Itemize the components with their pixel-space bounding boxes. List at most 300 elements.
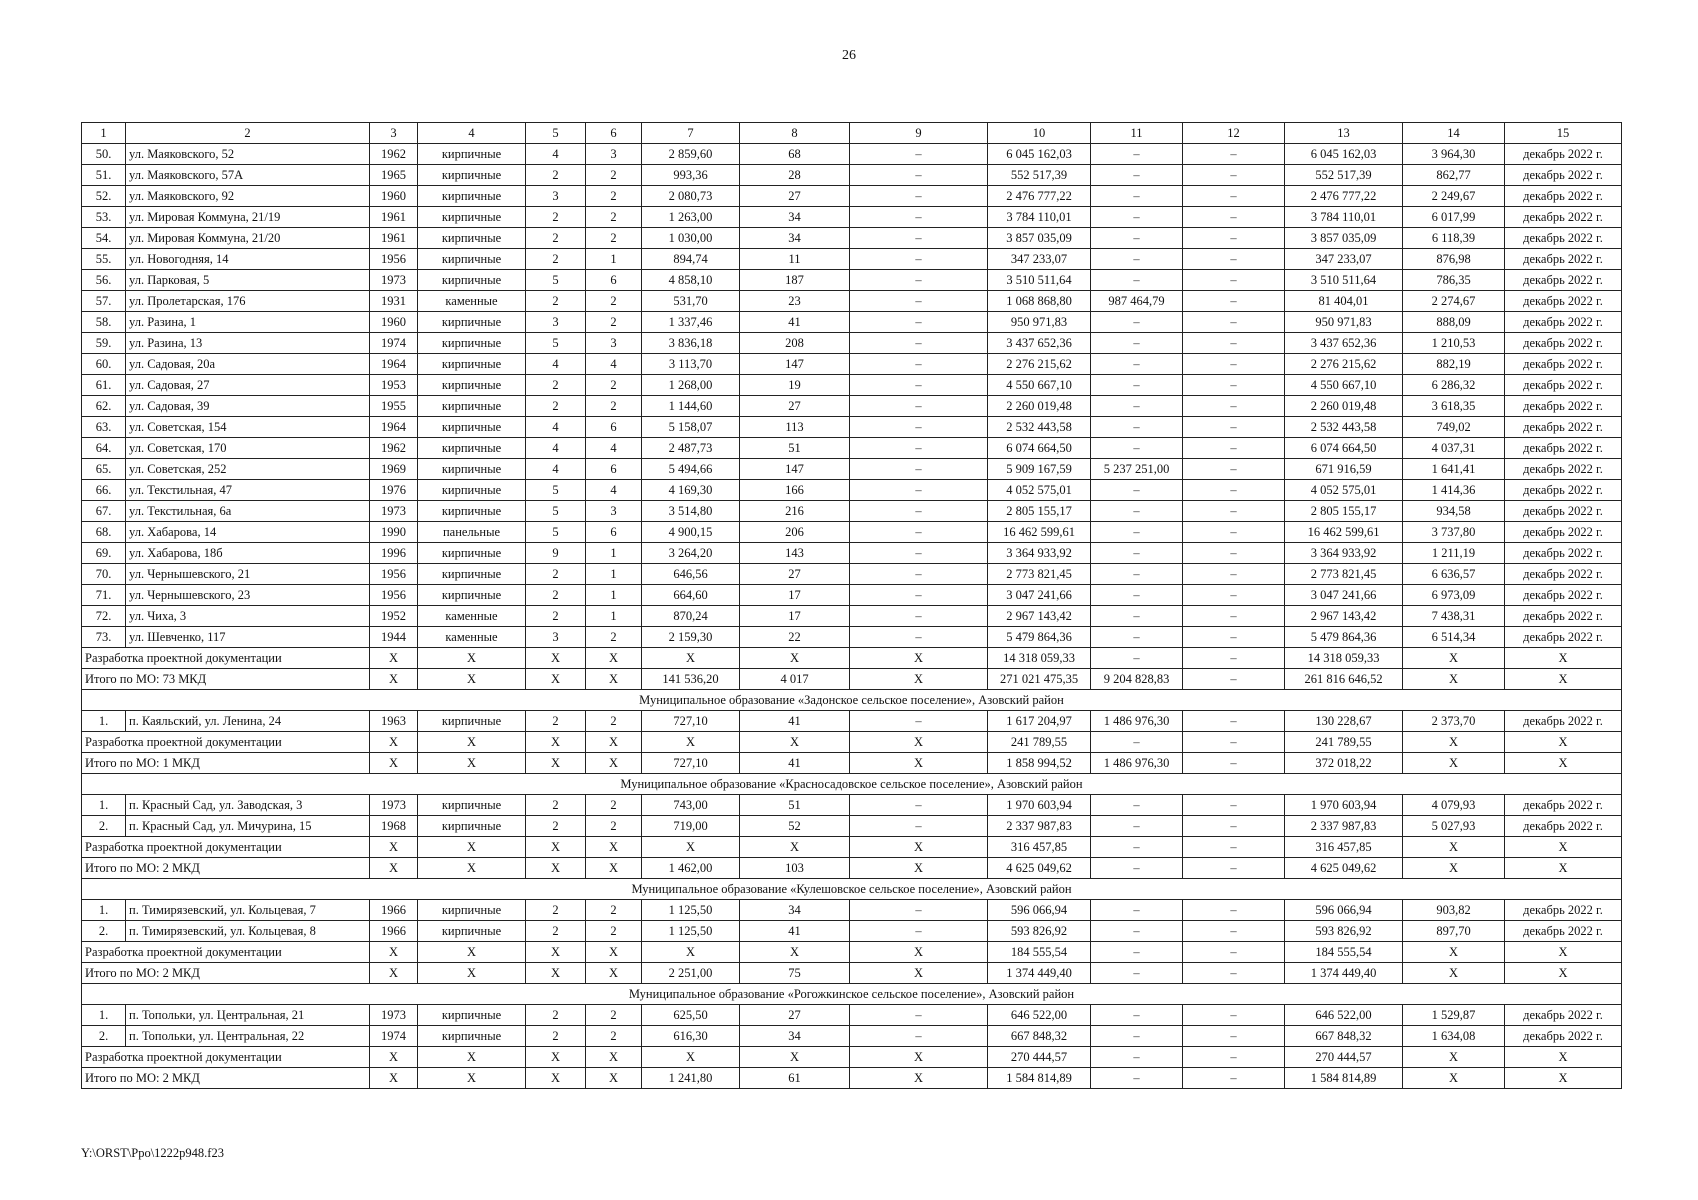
- table-row: [82, 270, 1622, 291]
- table-cell: –: [850, 501, 988, 522]
- table-cell: 2: [586, 795, 642, 816]
- summary-row: [82, 648, 1622, 669]
- table-cell: 1 068 868,80: [988, 291, 1091, 312]
- summary-cell: 270 444,57: [1285, 1047, 1403, 1068]
- municipality-title: Муниципальное образование «Кулешовское сельское поселение», Азовский район: [82, 879, 1622, 900]
- summary-label: Разработка проектной документации: [82, 837, 370, 858]
- row-index: 1.: [82, 711, 126, 732]
- table-cell: 6: [586, 459, 642, 480]
- row-index: 55.: [82, 249, 126, 270]
- table-row: [82, 606, 1622, 627]
- table-cell: 1956: [370, 564, 418, 585]
- table-cell: –: [850, 480, 988, 501]
- table-cell: 3 737,80: [1403, 522, 1505, 543]
- summary-cell: X: [1505, 753, 1622, 774]
- table-cell: 147: [740, 459, 850, 480]
- table-cell: 1: [586, 606, 642, 627]
- summary-row: [82, 1047, 1622, 1068]
- table-cell: –: [850, 207, 988, 228]
- table-cell: –: [1183, 165, 1285, 186]
- table-cell: 4: [586, 438, 642, 459]
- summary-cell: –: [1183, 1068, 1285, 1089]
- table-cell: 2 476 777,22: [1285, 186, 1403, 207]
- table-cell: 2: [586, 1026, 642, 1047]
- summary-cell: X: [740, 1047, 850, 1068]
- table-cell: 2: [586, 375, 642, 396]
- summary-row: [82, 858, 1622, 879]
- table-cell: –: [850, 312, 988, 333]
- table-cell: 6 636,57: [1403, 564, 1505, 585]
- table-cell: 5: [526, 522, 586, 543]
- table-cell: 6 118,39: [1403, 228, 1505, 249]
- table-cell: кирпичные: [418, 144, 526, 165]
- summary-cell: X: [586, 669, 642, 690]
- summary-cell: 4 625 049,62: [988, 858, 1091, 879]
- address-cell: ул. Шевченко, 117: [126, 627, 370, 648]
- table-cell: 3 510 511,64: [988, 270, 1091, 291]
- table-cell: 2: [526, 921, 586, 942]
- table-cell: 1973: [370, 1005, 418, 1026]
- table-cell: 16 462 599,61: [1285, 522, 1403, 543]
- table-cell: декабрь 2022 г.: [1505, 249, 1622, 270]
- table-row: [82, 711, 1622, 732]
- summary-cell: 103: [740, 858, 850, 879]
- table-cell: 1953: [370, 375, 418, 396]
- row-index: 1.: [82, 795, 126, 816]
- table-cell: декабрь 2022 г.: [1505, 501, 1622, 522]
- summary-cell: 9 204 828,83: [1091, 669, 1183, 690]
- summary-cell: X: [526, 837, 586, 858]
- table-cell: каменные: [418, 627, 526, 648]
- summary-cell: X: [1403, 837, 1505, 858]
- table-cell: 870,24: [642, 606, 740, 627]
- table-cell: 2 773 821,45: [1285, 564, 1403, 585]
- summary-cell: X: [418, 942, 526, 963]
- table-cell: декабрь 2022 г.: [1505, 417, 1622, 438]
- table-cell: 3: [526, 186, 586, 207]
- table-cell: –: [1183, 1005, 1285, 1026]
- summary-cell: 316 457,85: [1285, 837, 1403, 858]
- row-index: 72.: [82, 606, 126, 627]
- table-cell: –: [1183, 249, 1285, 270]
- table-row: [82, 900, 1622, 921]
- column-number: 6: [586, 123, 642, 144]
- row-index: 2.: [82, 921, 126, 942]
- summary-cell: X: [1505, 858, 1622, 879]
- table-cell: кирпичные: [418, 438, 526, 459]
- summary-cell: X: [418, 1068, 526, 1089]
- table-cell: 1952: [370, 606, 418, 627]
- table-cell: 52: [740, 816, 850, 837]
- table-cell: 2: [526, 816, 586, 837]
- table-cell: 2: [526, 375, 586, 396]
- table-cell: 950 971,83: [988, 312, 1091, 333]
- column-number: 14: [1403, 123, 1505, 144]
- summary-cell: X: [850, 963, 988, 984]
- table-cell: 7 438,31: [1403, 606, 1505, 627]
- table-cell: –: [1091, 1005, 1183, 1026]
- summary-label: Итого по МО: 1 МКД: [82, 753, 370, 774]
- row-index: 50.: [82, 144, 126, 165]
- table-cell: 646 522,00: [1285, 1005, 1403, 1026]
- summary-cell: –: [1183, 669, 1285, 690]
- table-cell: –: [1091, 165, 1183, 186]
- table-cell: 2 337 987,83: [988, 816, 1091, 837]
- table-cell: 3: [526, 627, 586, 648]
- summary-cell: 1 858 994,52: [988, 753, 1091, 774]
- table-cell: –: [1091, 186, 1183, 207]
- table-cell: 4 858,10: [642, 270, 740, 291]
- table-cell: 6 514,34: [1403, 627, 1505, 648]
- table-cell: кирпичные: [418, 816, 526, 837]
- summary-cell: X: [418, 669, 526, 690]
- table-cell: –: [1091, 375, 1183, 396]
- table-cell: декабрь 2022 г.: [1505, 1005, 1622, 1026]
- table-cell: 16 462 599,61: [988, 522, 1091, 543]
- table-cell: кирпичные: [418, 564, 526, 585]
- table-cell: –: [1091, 417, 1183, 438]
- table-cell: 876,98: [1403, 249, 1505, 270]
- summary-cell: X: [370, 648, 418, 669]
- table-cell: 3 364 933,92: [988, 543, 1091, 564]
- municipality-header-row: [82, 690, 1622, 711]
- row-index: 56.: [82, 270, 126, 291]
- summary-cell: X: [1403, 732, 1505, 753]
- table-row: [82, 228, 1622, 249]
- table-cell: –: [1183, 417, 1285, 438]
- table-cell: 5 479 864,36: [1285, 627, 1403, 648]
- row-index: 63.: [82, 417, 126, 438]
- address-cell: ул. Мировая Коммуна, 21/19: [126, 207, 370, 228]
- summary-cell: X: [850, 669, 988, 690]
- table-cell: 2: [586, 1005, 642, 1026]
- table-cell: 2 487,73: [642, 438, 740, 459]
- municipality-header-row: [82, 879, 1622, 900]
- table-cell: 531,70: [642, 291, 740, 312]
- column-number: 8: [740, 123, 850, 144]
- table-cell: 28: [740, 165, 850, 186]
- table-cell: 41: [740, 921, 850, 942]
- table-cell: –: [850, 900, 988, 921]
- table-cell: 6 074 664,50: [988, 438, 1091, 459]
- table-cell: кирпичные: [418, 543, 526, 564]
- table-cell: 6 286,32: [1403, 375, 1505, 396]
- table-cell: декабрь 2022 г.: [1505, 438, 1622, 459]
- table-cell: 3 618,35: [1403, 396, 1505, 417]
- table-cell: 11: [740, 249, 850, 270]
- address-cell: ул. Советская, 154: [126, 417, 370, 438]
- table-cell: –: [850, 291, 988, 312]
- summary-cell: X: [1505, 1047, 1622, 1068]
- address-cell: ул. Хабарова, 14: [126, 522, 370, 543]
- table-cell: кирпичные: [418, 312, 526, 333]
- table-cell: декабрь 2022 г.: [1505, 1026, 1622, 1047]
- column-number-row: [82, 123, 1622, 144]
- table-cell: 987 464,79: [1091, 291, 1183, 312]
- summary-cell: X: [586, 837, 642, 858]
- table-cell: кирпичные: [418, 921, 526, 942]
- summary-cell: –: [1091, 732, 1183, 753]
- table-cell: 5: [526, 480, 586, 501]
- summary-cell: X: [586, 1068, 642, 1089]
- table-cell: 2: [526, 165, 586, 186]
- table-cell: –: [850, 795, 988, 816]
- table-cell: кирпичные: [418, 354, 526, 375]
- table-cell: 5 494,66: [642, 459, 740, 480]
- summary-cell: 241 789,55: [988, 732, 1091, 753]
- table-cell: декабрь 2022 г.: [1505, 543, 1622, 564]
- table-cell: –: [1091, 396, 1183, 417]
- address-cell: п. Топольки, ул. Центральная, 21: [126, 1005, 370, 1026]
- table-row: [82, 312, 1622, 333]
- summary-cell: X: [370, 858, 418, 879]
- summary-cell: 1 374 449,40: [1285, 963, 1403, 984]
- summary-cell: –: [1091, 837, 1183, 858]
- table-cell: 347 233,07: [988, 249, 1091, 270]
- table-cell: –: [1183, 270, 1285, 291]
- table-row: [82, 816, 1622, 837]
- table-row: [82, 291, 1622, 312]
- table-cell: –: [850, 816, 988, 837]
- table-cell: 2 773 821,45: [988, 564, 1091, 585]
- table-cell: декабрь 2022 г.: [1505, 606, 1622, 627]
- table-cell: 786,35: [1403, 270, 1505, 291]
- table-cell: 1973: [370, 501, 418, 522]
- table-cell: 6: [586, 522, 642, 543]
- summary-label: Итого по МО: 2 МКД: [82, 963, 370, 984]
- table-cell: 1 529,87: [1403, 1005, 1505, 1026]
- table-cell: –: [1091, 438, 1183, 459]
- table-cell: –: [1183, 816, 1285, 837]
- table-cell: 34: [740, 1026, 850, 1047]
- table-cell: 882,19: [1403, 354, 1505, 375]
- table-cell: –: [1091, 606, 1183, 627]
- table-cell: 143: [740, 543, 850, 564]
- table-cell: –: [1183, 711, 1285, 732]
- table-cell: 2: [586, 711, 642, 732]
- table-cell: 2 276 215,62: [988, 354, 1091, 375]
- summary-cell: 4 625 049,62: [1285, 858, 1403, 879]
- summary-cell: X: [526, 669, 586, 690]
- table-cell: 1964: [370, 354, 418, 375]
- summary-cell: X: [370, 753, 418, 774]
- table-cell: –: [1183, 438, 1285, 459]
- table-cell: 6 045 162,03: [1285, 144, 1403, 165]
- table-cell: 4: [586, 354, 642, 375]
- summary-cell: X: [850, 1047, 988, 1068]
- address-cell: ул. Новогодняя, 14: [126, 249, 370, 270]
- summary-cell: 372 018,22: [1285, 753, 1403, 774]
- summary-cell: X: [418, 648, 526, 669]
- table-cell: –: [850, 186, 988, 207]
- summary-cell: 184 555,54: [1285, 942, 1403, 963]
- summary-cell: X: [850, 732, 988, 753]
- row-index: 67.: [82, 501, 126, 522]
- table-cell: 719,00: [642, 816, 740, 837]
- summary-cell: X: [370, 942, 418, 963]
- table-row: [82, 207, 1622, 228]
- table-cell: 749,02: [1403, 417, 1505, 438]
- table-cell: –: [850, 564, 988, 585]
- table-cell: 1965: [370, 165, 418, 186]
- table-cell: 1 641,41: [1403, 459, 1505, 480]
- table-row: [82, 333, 1622, 354]
- table-cell: –: [1183, 228, 1285, 249]
- table-cell: –: [1091, 354, 1183, 375]
- table-cell: 1968: [370, 816, 418, 837]
- table-cell: –: [1091, 207, 1183, 228]
- column-number: 5: [526, 123, 586, 144]
- municipality-title: Муниципальное образование «Красносадовское сельское поселение», Азовский район: [82, 774, 1622, 795]
- table-cell: 2 159,30: [642, 627, 740, 648]
- summary-cell: 14 318 059,33: [1285, 648, 1403, 669]
- table-cell: 2 274,67: [1403, 291, 1505, 312]
- table-cell: 1976: [370, 480, 418, 501]
- summary-cell: –: [1091, 648, 1183, 669]
- summary-cell: X: [418, 753, 526, 774]
- column-number: 1: [82, 123, 126, 144]
- table-cell: 1955: [370, 396, 418, 417]
- table-cell: –: [1091, 333, 1183, 354]
- summary-cell: –: [1091, 963, 1183, 984]
- table-cell: 552 517,39: [1285, 165, 1403, 186]
- table-cell: декабрь 2022 г.: [1505, 207, 1622, 228]
- table-cell: 130 228,67: [1285, 711, 1403, 732]
- table-cell: –: [850, 165, 988, 186]
- table-cell: 3: [526, 312, 586, 333]
- summary-row: [82, 753, 1622, 774]
- table-cell: 2: [586, 816, 642, 837]
- summary-cell: 75: [740, 963, 850, 984]
- summary-cell: X: [642, 732, 740, 753]
- table-cell: 5 237 251,00: [1091, 459, 1183, 480]
- summary-cell: X: [850, 1068, 988, 1089]
- table-cell: кирпичные: [418, 1026, 526, 1047]
- table-cell: декабрь 2022 г.: [1505, 480, 1622, 501]
- table-cell: –: [850, 522, 988, 543]
- table-row: [82, 480, 1622, 501]
- table-cell: 3 964,30: [1403, 144, 1505, 165]
- table-cell: 2: [586, 627, 642, 648]
- row-index: 2.: [82, 1026, 126, 1047]
- table-cell: панельные: [418, 522, 526, 543]
- table-cell: кирпичные: [418, 585, 526, 606]
- summary-cell: 1 374 449,40: [988, 963, 1091, 984]
- table-cell: 2: [526, 795, 586, 816]
- table-cell: декабрь 2022 г.: [1505, 354, 1622, 375]
- table-cell: –: [1091, 795, 1183, 816]
- summary-cell: X: [418, 837, 526, 858]
- address-cell: ул. Текстильная, 6а: [126, 501, 370, 522]
- table-cell: 1 268,00: [642, 375, 740, 396]
- table-cell: кирпичные: [418, 186, 526, 207]
- table-cell: –: [1183, 375, 1285, 396]
- table-cell: 1974: [370, 333, 418, 354]
- municipality-title: Муниципальное образование «Рогожкинское сельское поселение», Азовский район: [82, 984, 1622, 1005]
- summary-cell: X: [1505, 963, 1622, 984]
- table-cell: декабрь 2022 г.: [1505, 459, 1622, 480]
- summary-cell: X: [526, 753, 586, 774]
- table-cell: –: [1091, 543, 1183, 564]
- row-index: 68.: [82, 522, 126, 543]
- table-row: [82, 795, 1622, 816]
- row-index: 2.: [82, 816, 126, 837]
- table-cell: декабрь 2022 г.: [1505, 795, 1622, 816]
- table-cell: 6 017,99: [1403, 207, 1505, 228]
- table-cell: 5 027,93: [1403, 816, 1505, 837]
- row-index: 71.: [82, 585, 126, 606]
- table-cell: декабрь 2022 г.: [1505, 816, 1622, 837]
- table-cell: 1964: [370, 417, 418, 438]
- table-cell: –: [1183, 291, 1285, 312]
- address-cell: ул. Пролетарская, 176: [126, 291, 370, 312]
- table-cell: 727,10: [642, 711, 740, 732]
- table-cell: 2: [586, 900, 642, 921]
- table-cell: 27: [740, 564, 850, 585]
- summary-row: [82, 942, 1622, 963]
- table-cell: –: [1091, 312, 1183, 333]
- summary-cell: 61: [740, 1068, 850, 1089]
- table-cell: 2: [526, 291, 586, 312]
- summary-cell: X: [850, 942, 988, 963]
- summary-cell: 727,10: [642, 753, 740, 774]
- summary-cell: 1 584 814,89: [1285, 1068, 1403, 1089]
- table-cell: 1944: [370, 627, 418, 648]
- summary-label: Итого по МО: 2 МКД: [82, 1068, 370, 1089]
- table-cell: –: [1091, 522, 1183, 543]
- row-index: 70.: [82, 564, 126, 585]
- summary-cell: X: [850, 648, 988, 669]
- table-cell: 3: [586, 144, 642, 165]
- table-cell: кирпичные: [418, 396, 526, 417]
- address-cell: ул. Мировая Коммуна, 21/20: [126, 228, 370, 249]
- summary-cell: X: [586, 963, 642, 984]
- summary-cell: X: [1505, 942, 1622, 963]
- table-cell: –: [850, 249, 988, 270]
- row-index: 66.: [82, 480, 126, 501]
- table-cell: 1 970 603,94: [988, 795, 1091, 816]
- row-index: 1.: [82, 1005, 126, 1026]
- summary-cell: X: [586, 753, 642, 774]
- summary-cell: X: [1505, 1068, 1622, 1089]
- table-body: [82, 123, 1622, 1089]
- summary-cell: X: [526, 1047, 586, 1068]
- summary-row: [82, 669, 1622, 690]
- table-cell: кирпичные: [418, 900, 526, 921]
- table-cell: 347 233,07: [1285, 249, 1403, 270]
- table-cell: 2: [526, 207, 586, 228]
- table-cell: 4: [526, 459, 586, 480]
- table-cell: 1: [586, 585, 642, 606]
- table-cell: –: [850, 396, 988, 417]
- table-cell: 1: [586, 543, 642, 564]
- summary-cell: –: [1091, 1068, 1183, 1089]
- table-cell: –: [1183, 144, 1285, 165]
- table-cell: 19: [740, 375, 850, 396]
- table-row: [82, 459, 1622, 480]
- summary-cell: X: [370, 1068, 418, 1089]
- summary-row: [82, 732, 1622, 753]
- table-cell: 950 971,83: [1285, 312, 1403, 333]
- summary-row: [82, 837, 1622, 858]
- table-cell: 4: [526, 354, 586, 375]
- table-cell: 862,77: [1403, 165, 1505, 186]
- table-cell: 1960: [370, 312, 418, 333]
- table-cell: 2 967 143,42: [988, 606, 1091, 627]
- summary-cell: –: [1183, 942, 1285, 963]
- table-row: [82, 144, 1622, 165]
- address-cell: ул. Чернышевского, 21: [126, 564, 370, 585]
